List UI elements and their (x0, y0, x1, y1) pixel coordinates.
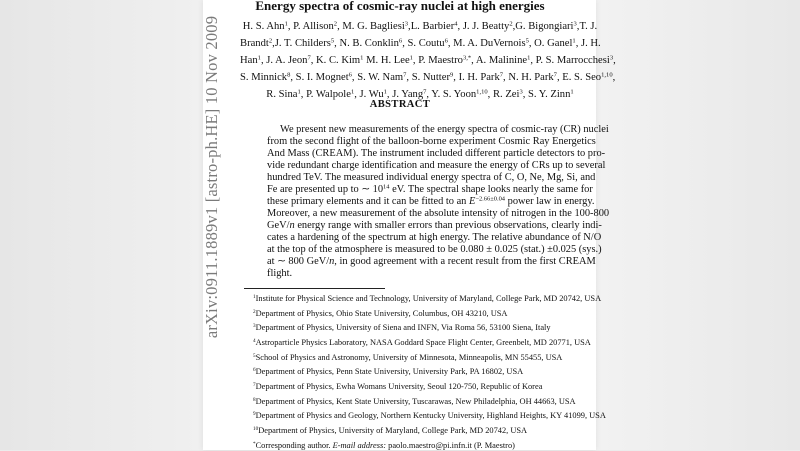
superscript: 3 (519, 88, 523, 96)
abstract-line (267, 183, 593, 196)
italic-text: n (329, 256, 335, 267)
text-segment: Moreover, a new measurement of the absolute intensity of nitrogen in the 100-800 (267, 208, 610, 219)
text-segment: R. Sina (266, 89, 298, 100)
superscript: 3 (404, 20, 409, 28)
text-segment: M. H. Lee (363, 55, 410, 66)
text-segment: , O. Ganel (528, 38, 573, 49)
text-segment: , I. H. Park (453, 72, 500, 83)
superscript: 4 (454, 20, 458, 28)
text-segment: Department of Physics, Ohio State University, Columbus, OH 43210, USA (255, 308, 508, 318)
superscript: 14 (383, 183, 390, 191)
text-segment: cates a hardening of the spectrum at high energy. The relative abundance of N/O (267, 232, 602, 243)
text-segment: We present new measurements of the energy spectra of cosmic-ray (CR) nuclei (280, 124, 609, 135)
text-segment: And Mass (CREAM). The instrument included different particle detectors to pro- (267, 148, 606, 159)
viewer-background-right (596, 0, 800, 450)
text-segment: School of Physics and Astronomy, University of Minnesota, Minneapolis, MN 55455, USA (255, 352, 563, 362)
text-segment: at the top of the atmosphere is measured to be 0.080 ± 0.025 (stat.) ±0.025 (sys.) (267, 244, 602, 255)
text-segment: ,J. T. Childers (272, 38, 331, 49)
text-segment: H. S. Ahn (242, 21, 285, 32)
superscript: 7 (553, 71, 557, 79)
footnote (253, 411, 606, 421)
abstract-line (267, 268, 574, 280)
viewer-background-left (0, 0, 203, 450)
superscript: 1 (409, 54, 413, 62)
text-segment: Department of Physics and Geology, Northern Kentucky University, Highland Heights, KY 41099, USA (255, 411, 606, 421)
abstract-line (267, 172, 596, 184)
superscript: 1 (253, 294, 256, 301)
abstract-line (267, 195, 595, 208)
text-segment: , S. Nutter (406, 72, 450, 83)
italic-text: E (468, 196, 476, 207)
text-segment: , P. Maestro (412, 55, 463, 66)
superscript: 6 (444, 37, 448, 45)
arxiv-stamp: arXiv:0911.1889v1 [astro-ph.HE] 10 Nov 2009 (202, 15, 221, 339)
text-segment: ,T. J. (576, 21, 598, 32)
superscript: 2 (333, 20, 338, 28)
text-segment: , J. Wu (354, 89, 384, 100)
abstract-heading: ABSTRACT (369, 99, 431, 110)
text-segment: power law in energy. (505, 196, 595, 207)
superscript: 1 (257, 54, 261, 62)
text-segment: at ∼ 800 GeV/ (267, 256, 330, 267)
text-segment: , P. Walpole (300, 89, 351, 100)
footnote (253, 353, 562, 363)
superscript: 1 (360, 54, 364, 62)
italic-text: E-mail address: (332, 440, 387, 450)
text-segment: Han (240, 55, 258, 66)
footnote (253, 397, 576, 407)
footnote (253, 441, 515, 451)
text-segment: these primary elements and it can be fitted to an (267, 196, 469, 207)
superscript: 2 (253, 308, 256, 315)
superscript: 10 (253, 425, 259, 432)
superscript: 4 (253, 338, 256, 345)
footnote (253, 323, 551, 333)
superscript: 1 (350, 88, 355, 96)
text-segment: Department of Physics, Ewha Womans University, Seoul 120-750, Republic of Korea (255, 381, 543, 391)
abstract-line (267, 220, 602, 232)
superscript: 5 (253, 352, 256, 359)
footnote (253, 338, 591, 348)
superscript: 6 (398, 37, 403, 45)
footnote-rule (244, 288, 385, 289)
abstract-line (267, 148, 606, 160)
text-segment: , M. G. Bagliesi (337, 21, 405, 32)
text-segment: , (613, 55, 616, 66)
superscript: 7 (499, 71, 504, 79)
text-segment: vide redundant charge identification and measure the energy of CRs up to several (267, 160, 606, 171)
text-segment: , N. B. Conklin (334, 38, 399, 49)
text-segment: Department of Physics, Kent State University, Tuscarawas, New Philadelphia, OH 44663, USA (255, 396, 576, 406)
italic-text: n (289, 220, 295, 231)
text-segment: , P. S. Marrocchesi (530, 55, 610, 66)
text-segment: , A. Malinine (471, 55, 528, 66)
superscript: 8 (253, 396, 256, 403)
text-segment: , (612, 72, 616, 83)
text-segment: Fe are presented up to ∼ 10 (267, 184, 384, 195)
superscript: 1 (383, 88, 387, 96)
superscript: 7 (253, 382, 256, 389)
superscript: 1 (284, 20, 288, 28)
abstract-line (267, 208, 610, 220)
text-segment: Department of Physics, University of Maryland, College Park, MD 20742, USA (258, 425, 528, 435)
author-line (240, 38, 600, 50)
superscript: 5 (330, 37, 335, 45)
superscript: 7 (403, 71, 407, 79)
superscript: 1,10 (476, 88, 488, 96)
superscript: 3,* (462, 54, 472, 62)
text-segment: ,L. Barbier (408, 21, 455, 32)
text-segment: , Y. S. Yoon (426, 89, 477, 100)
footnote (253, 382, 542, 392)
text-segment: S. Minnick (240, 72, 288, 83)
text-segment: Department of Physics, University of Siena and INFN, Via Roma 56, 53100 Siena, Italy (255, 323, 551, 333)
text-segment: , J. A. Jeon (260, 55, 308, 66)
superscript: 9 (449, 71, 454, 79)
text-segment: Department of Physics, Penn State University, University Park, PA 16802, USA (255, 367, 524, 377)
abstract-line (267, 244, 602, 256)
text-segment: GeV/ (267, 220, 290, 231)
footnote (253, 309, 507, 319)
superscript: 1 (570, 88, 574, 96)
superscript: 2 (268, 37, 273, 45)
text-segment: Astroparticle Physics Laboratory, NASA Goddard Space Flight Center, Greenbelt, MD 20771, USA (255, 337, 591, 347)
superscript: 6 (253, 367, 256, 374)
text-segment: , S. Coutu (402, 38, 445, 49)
abstract-line (267, 232, 602, 244)
text-segment: , J. J. Beatty (457, 21, 510, 32)
superscript: 9 (253, 411, 256, 418)
text-segment: Institute for Physical Science and Technology, University of Maryland, College Park, MD 20742, USA (255, 294, 602, 303)
superscript: * (253, 440, 256, 447)
superscript: 8 (287, 71, 291, 79)
abstract-line (267, 136, 596, 148)
superscript: 2 (509, 20, 513, 28)
text-segment: paolo.maestro@pi.infn.it (P. Maestro) (386, 440, 515, 450)
superscript: 3 (253, 323, 256, 330)
footnote (253, 426, 527, 436)
text-segment: Corresponding author. (255, 440, 333, 450)
superscript: 6 (348, 71, 352, 79)
footnote (253, 367, 523, 377)
superscript: 1 (297, 88, 301, 96)
superscript: 3 (573, 20, 577, 28)
text-segment: ,G. Bigongiari (512, 21, 574, 32)
superscript: 5 (525, 37, 529, 45)
abstract-line (267, 160, 606, 172)
text-segment: , in good agreement with a recent result from the first CREAM (334, 256, 596, 267)
abstract-line (267, 256, 596, 268)
text-segment: eV. The spectral shape looks nearly the same for (389, 184, 593, 195)
superscript: 7 (307, 54, 311, 62)
text-segment: hundred TeV. The measured individual energy spectra of C, O, Ne, Mg, Si, and (267, 172, 596, 183)
text-segment: energy range with smaller errors than previous observations, clearly indi- (294, 220, 602, 231)
text-segment: , J. Yang (386, 89, 424, 100)
superscript: 7 (423, 88, 427, 96)
text-segment: , M. A. DuVernois (447, 38, 526, 49)
text-segment: flight. (267, 268, 293, 279)
author-line (240, 21, 600, 33)
text-segment: from the second flight of the balloon-borne experiment Cosmic Ray Energetics (267, 136, 596, 147)
footnote (253, 294, 601, 304)
author-line (240, 71, 616, 84)
abstract-line (280, 124, 609, 136)
text-segment: , S. W. Nam (351, 72, 404, 83)
paper-title: Energy spectra of cosmic-ray nuclei at high energies (255, 0, 545, 13)
superscript: −2.66±0.04 (475, 195, 506, 203)
superscript: 1,10 (601, 71, 613, 79)
text-segment: , K. C. Kim (310, 55, 361, 66)
text-segment: Brandt (240, 38, 269, 49)
superscript: 1 (572, 37, 576, 45)
text-segment: , S. I. Mognet (290, 72, 349, 83)
text-segment: , J. H. (575, 38, 601, 49)
text-segment: , P. Allison (287, 21, 334, 32)
author-line (240, 54, 616, 67)
text-segment: , R. Zei (487, 89, 520, 100)
text-segment: , N. H. Park (503, 72, 554, 83)
superscript: 1 (527, 54, 531, 62)
text-segment: , E. S. Seo (556, 72, 602, 83)
superscript: 3 (609, 54, 614, 62)
text-segment: , S. Y. Zinn (522, 89, 571, 100)
